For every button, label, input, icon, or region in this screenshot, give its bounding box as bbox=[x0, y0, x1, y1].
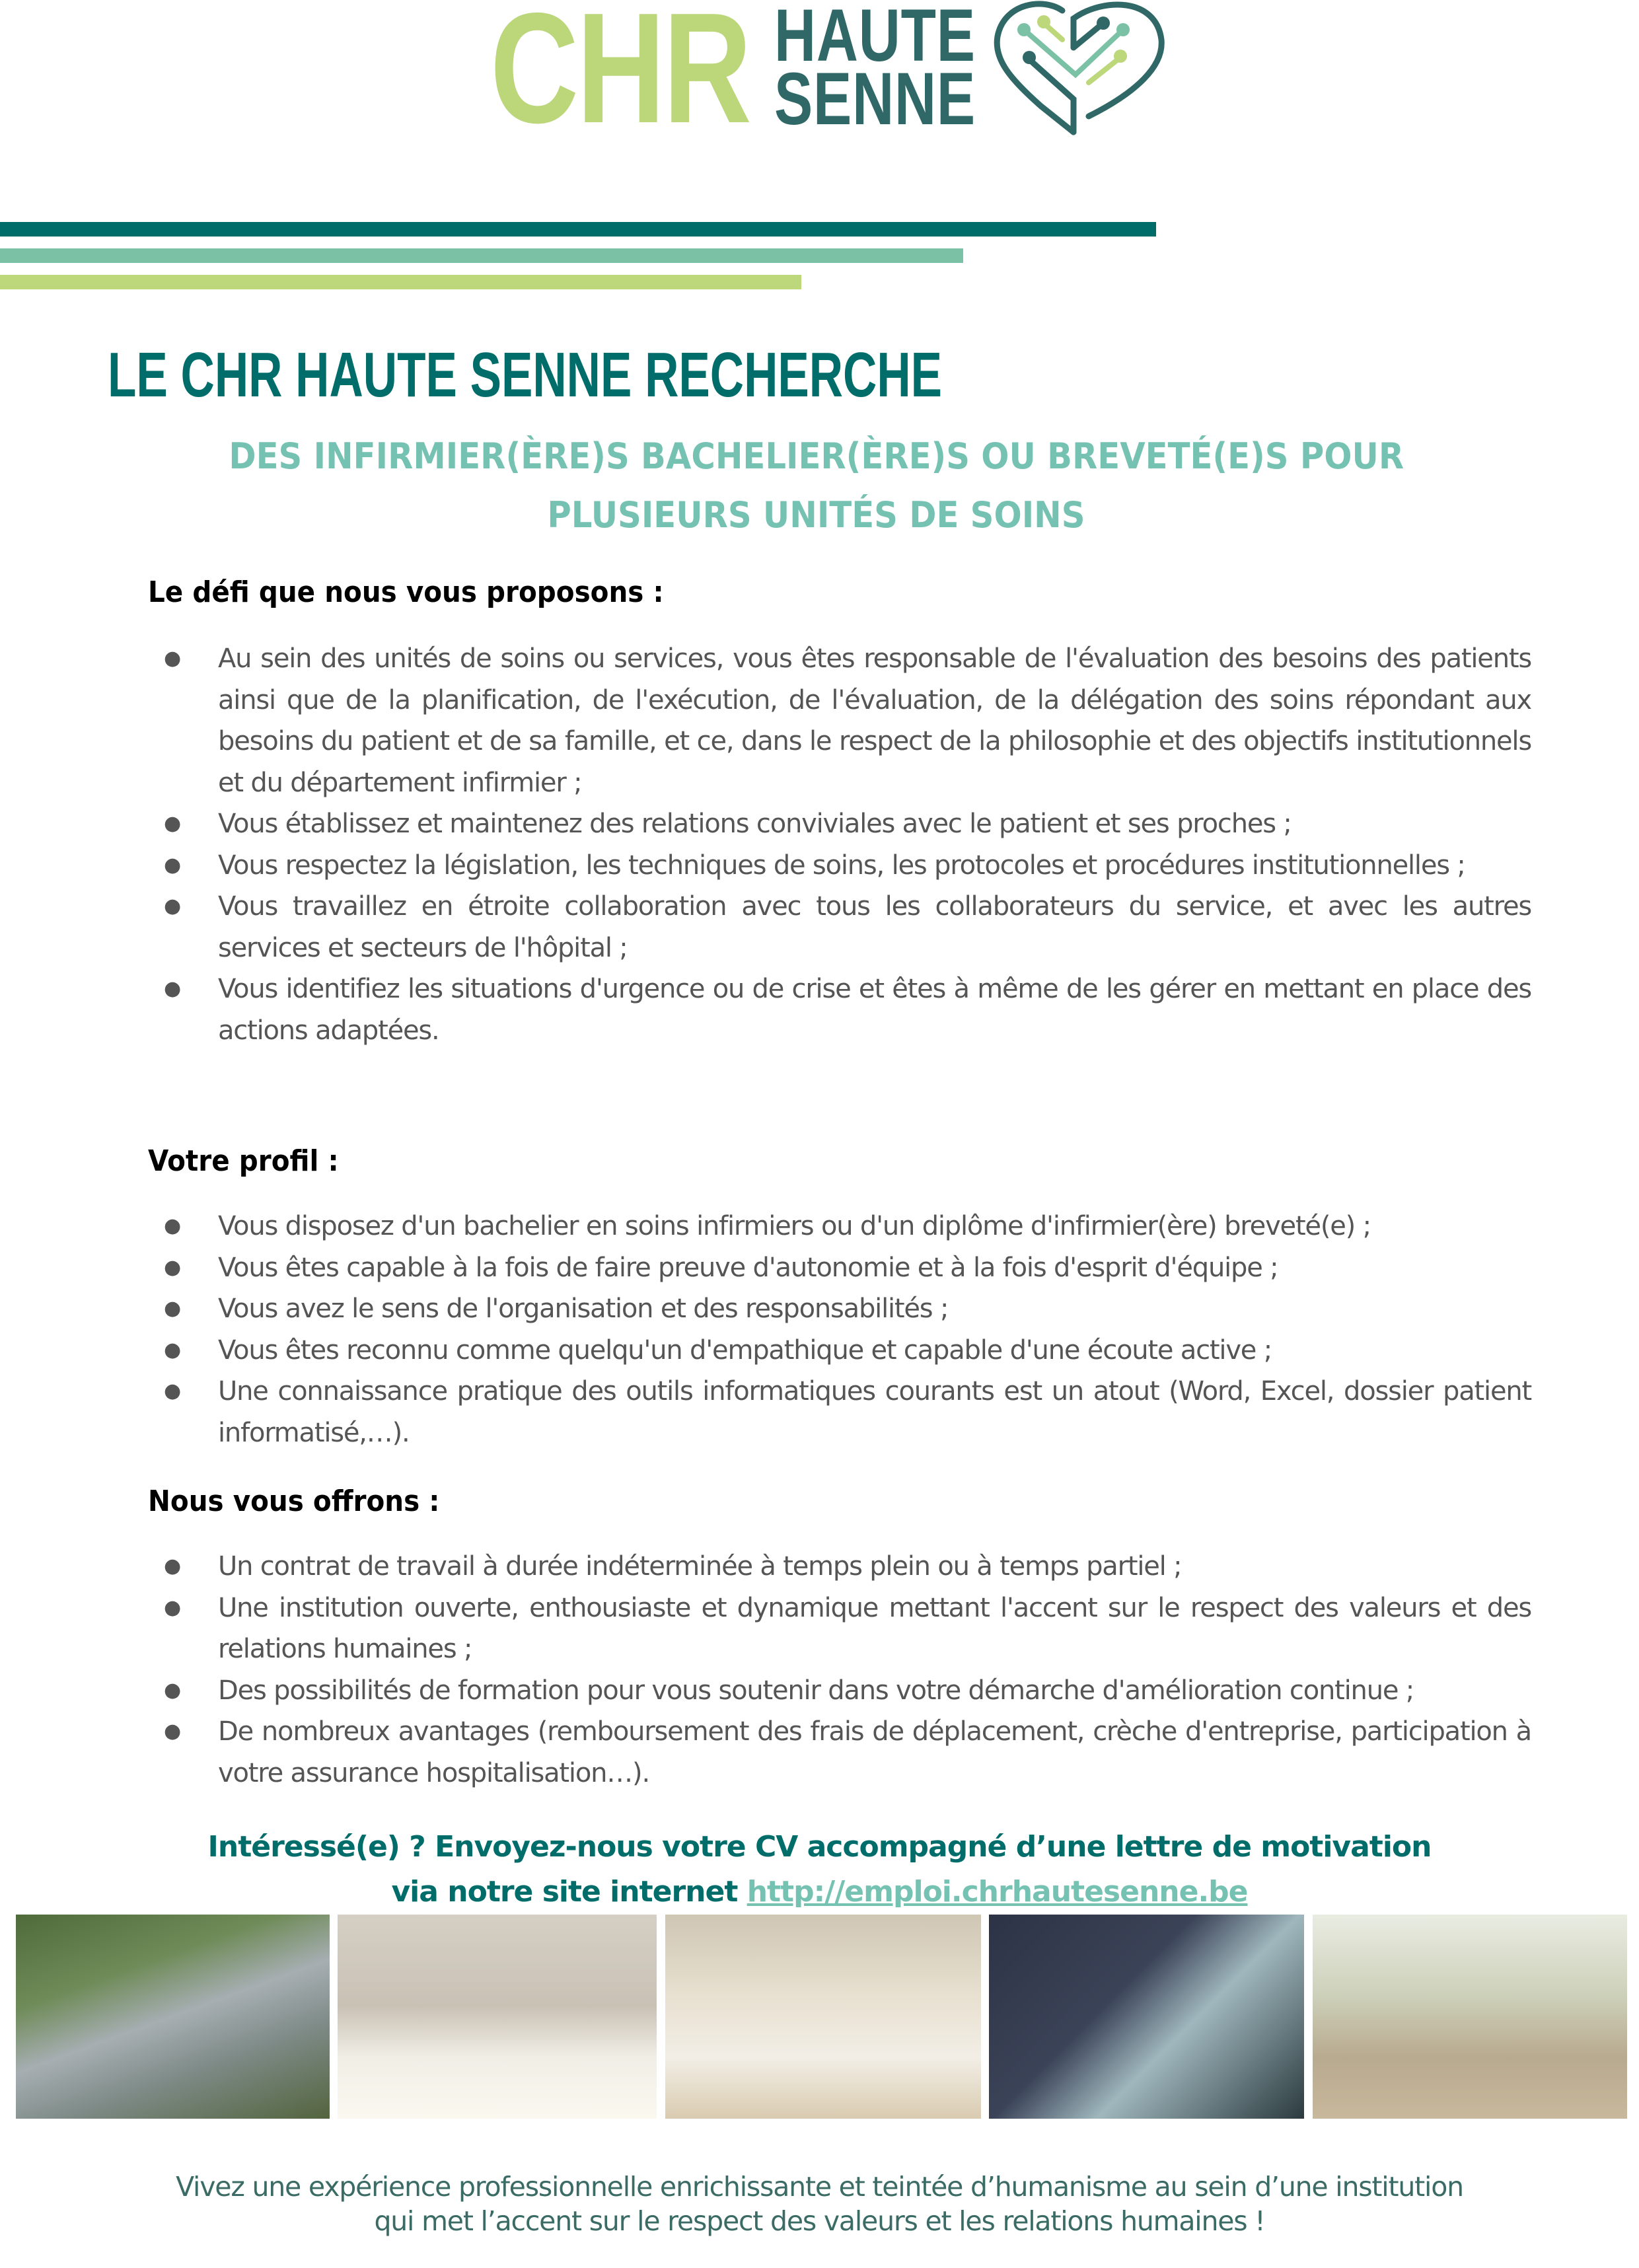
list-item-text: Un contrat de travail à durée indéterminée à temps plein ou à temps partiel ; bbox=[218, 1551, 1182, 1582]
list-item bbox=[148, 845, 1531, 887]
defi-list bbox=[148, 638, 1531, 1051]
bullet-icon: ● bbox=[164, 977, 180, 1000]
list-item-text: Vous disposez d'un bachelier en soins infirmiers ou d'un diplôme d'infirmier(ère) breveté(e) ; bbox=[218, 1211, 1371, 1241]
job-site-link[interactable]: http://emploi.chrhautesenne.be bbox=[747, 1875, 1248, 1909]
list-item-text: Vous établissez et maintenez des relations conviviales avec le patient et ses proches ; bbox=[218, 809, 1292, 839]
bullet-icon: ● bbox=[164, 853, 180, 877]
list-item bbox=[148, 638, 1531, 803]
list-item bbox=[148, 803, 1531, 845]
nurses-making-bed-photo bbox=[338, 1915, 657, 2119]
section-title-profil: Votre profil : bbox=[148, 1144, 339, 1178]
cta-prefix: via notre site internet bbox=[391, 1875, 747, 1909]
cta-line-2 bbox=[0, 1874, 1639, 1911]
list-item-text: Vous identifiez les situations d'urgence ou de crise et êtes à même de les gérer en mettant en place des actions adaptées. bbox=[218, 974, 1531, 1046]
bullet-icon: ● bbox=[164, 1595, 180, 1619]
logo-chr-text: CHR bbox=[490, 0, 750, 156]
list-item-text: Une institution ouverte, enthousiaste et dynamique mettant l'accent sur le respect des valeurs et des relations humaines ; bbox=[218, 1592, 1531, 1664]
care-team-photo bbox=[665, 1915, 981, 2119]
bullet-icon: ● bbox=[164, 895, 180, 918]
logo-senne-text: SENNE bbox=[774, 57, 976, 140]
list-item bbox=[148, 1206, 1531, 1247]
bullet-icon: ● bbox=[164, 1338, 180, 1362]
bullet-icon: ● bbox=[164, 1297, 180, 1320]
surgery-team-photo bbox=[989, 1915, 1304, 2119]
bullet-icon: ● bbox=[164, 1720, 180, 1743]
list-item bbox=[148, 886, 1531, 969]
list-item-text: Des possibilités de formation pour vous soutenir dans votre démarche d'amélioration continue ; bbox=[218, 1675, 1414, 1706]
list-item bbox=[148, 1330, 1531, 1372]
footer-tagline-line-1: Vivez une expérience professionnelle enrichissante et teintée d’humanisme au sein d’une institution bbox=[176, 2171, 1463, 2203]
list-item-text: Vous avez le sens de l'organisation et des responsabilités ; bbox=[218, 1294, 949, 1324]
list-item bbox=[148, 1371, 1531, 1453]
heart-circuit-icon bbox=[991, 0, 1176, 139]
list-item bbox=[148, 1546, 1531, 1588]
list-item bbox=[148, 1247, 1531, 1289]
stripe-light-teal bbox=[0, 248, 963, 263]
list-item-text: De nombreux avantages (remboursement des frais de déplacement, crèche d'entreprise, participation à votre assurance hospitalisation…). bbox=[218, 1716, 1531, 1788]
stripe-green bbox=[0, 275, 801, 289]
offrons-list bbox=[148, 1546, 1531, 1794]
section-title-offrons: Nous vous offrons : bbox=[148, 1484, 440, 1518]
hospital-lobby-photo bbox=[1313, 1915, 1627, 2119]
list-item-text: Au sein des unités de soins ou services, vous êtes responsable de l'évaluation des besoins des patients ainsi que de la planification, de l'exécution, de l'évaluation, de la délégation des soins répondant aux besoins du patient et de sa famille, et ce, dans le respect de la philosophie et des objectifs institutionnels et du département infirmier ; bbox=[218, 643, 1531, 798]
stripe-dark-teal bbox=[0, 222, 1156, 237]
profil-list bbox=[148, 1206, 1531, 1453]
list-item bbox=[148, 1711, 1531, 1794]
bullet-icon: ● bbox=[164, 1555, 180, 1578]
bullet-icon: ● bbox=[164, 812, 180, 835]
cta-line-1: Intéressé(e) ? Envoyez-nous votre CV accompagné d’une lettre de motivation bbox=[207, 1830, 1432, 1864]
bullet-icon: ● bbox=[164, 1255, 180, 1279]
aerial-hospital-photo bbox=[16, 1915, 330, 2119]
page-title: LE CHR HAUTE SENNE RECHERCHE bbox=[108, 340, 943, 410]
list-item-text: Une connaissance pratique des outils informatiques courants est un atout (Word, Excel, dossier patient informatisé,…). bbox=[218, 1376, 1531, 1448]
list-item bbox=[148, 1670, 1531, 1712]
list-item bbox=[148, 969, 1531, 1051]
bullet-icon: ● bbox=[164, 1214, 180, 1237]
list-item-text: Vous êtes reconnu comme quelqu'un d'empathique et capable d'une écoute active ; bbox=[218, 1335, 1272, 1366]
bullet-icon: ● bbox=[164, 1678, 180, 1702]
job-title-line-2-text: PLUSIEURS UNITÉS DE SOINS bbox=[547, 494, 1085, 536]
list-item-text: Vous êtes capable à la fois de faire preuve d'autonomie et à la fois d'esprit d'équipe ; bbox=[218, 1252, 1278, 1283]
bullet-icon: ● bbox=[164, 647, 180, 670]
job-title-line-2 bbox=[0, 495, 1636, 535]
section-title-defi: Le défi que nous vous proposons : bbox=[148, 575, 664, 609]
list-item bbox=[148, 1588, 1531, 1670]
footer-tagline-line-2: qui met l’accent sur le respect des valeurs et les relations humaines ! bbox=[374, 2205, 1265, 2237]
job-title-line-1 bbox=[0, 437, 1636, 476]
bullet-icon: ● bbox=[164, 1379, 180, 1403]
list-item bbox=[148, 1288, 1531, 1330]
logo-haute-text: HAUTE bbox=[774, 0, 976, 77]
list-item-text: Vous respectez la législation, les techniques de soins, les protocoles et procédures institutionnelles ; bbox=[218, 850, 1465, 881]
list-item-text: Vous travaillez en étroite collaboration avec tous les collaborateurs du service, et avec les autres services et secteurs de l'hôpital ; bbox=[218, 891, 1531, 963]
job-title-line-1-text: DES INFIRMIER(ÈRE)S BACHELIER(ÈRE)S OU BREVETÉ(E)S POUR bbox=[229, 435, 1404, 477]
